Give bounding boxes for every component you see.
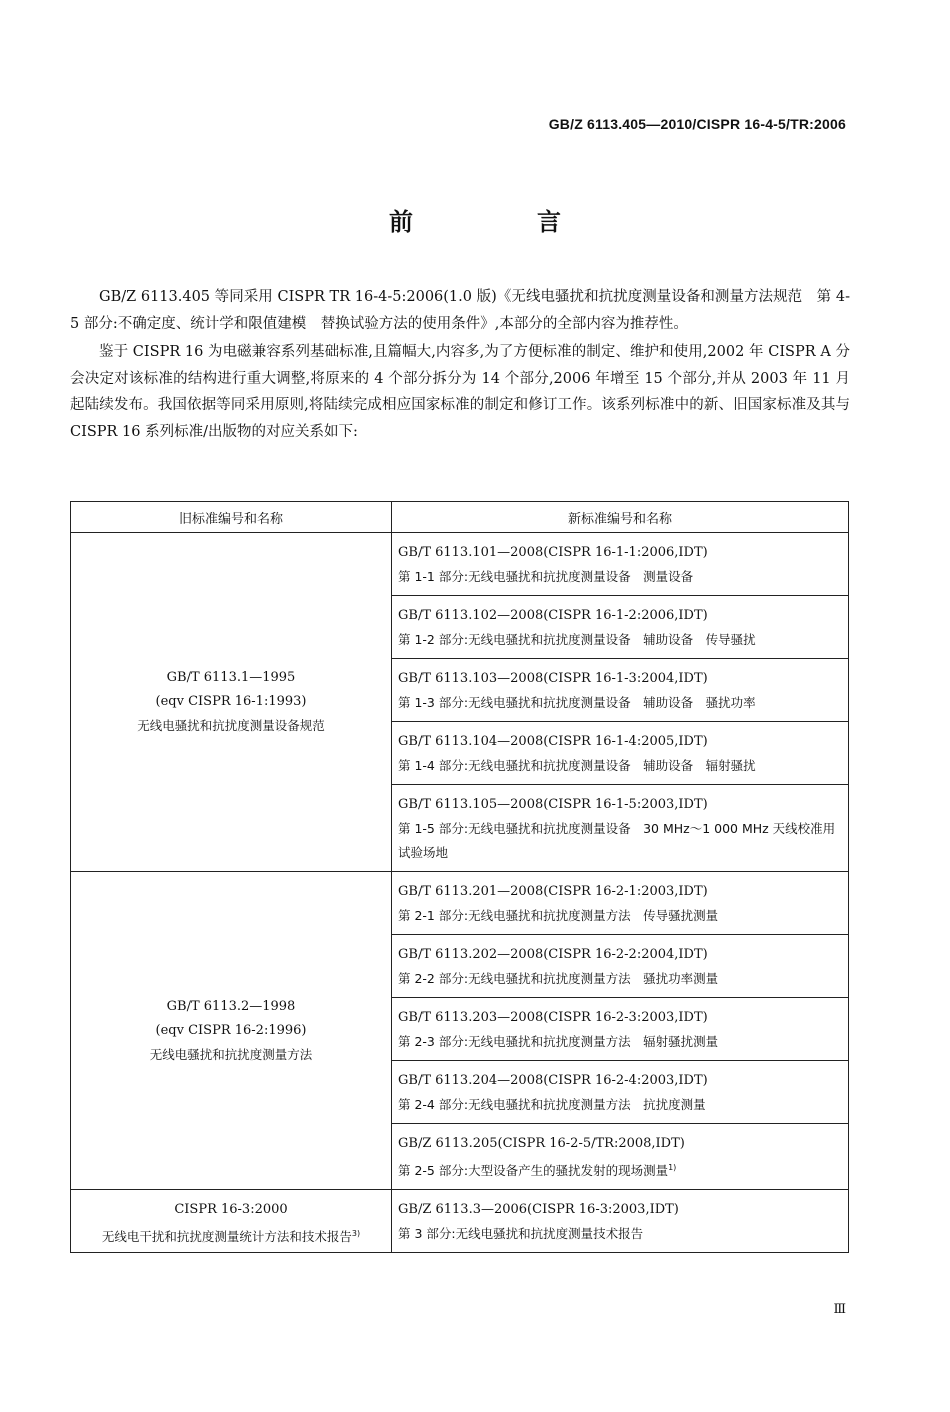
old-standard-cell — [71, 1190, 392, 1253]
old-standard-cell — [71, 872, 392, 1190]
new-standard-header: 新标准编号和名称 — [392, 502, 849, 533]
new-standard-code: GB/T 6113.103—2008(CISPR 16-1-3:2004,IDT) — [398, 671, 708, 686]
page-number: Ⅲ — [833, 1302, 846, 1317]
new-standard-cell — [392, 1190, 849, 1253]
page-title: 前 言 — [389, 208, 611, 236]
new-standard-cell — [392, 1061, 849, 1124]
old-standard-code: GB/T 6113.2—1998 — [166, 998, 296, 1014]
old-standard-header: 旧标准编号和名称 — [71, 502, 392, 533]
paragraph: 鉴于 CISPR 16 为电磁兼容系列基础标准,且篇幅大,内容多,为了方便标准的制定、维护和使用,2002 年 CISPR A 分会决定对该标准的结构进行重大调整,将原来的 4 个部分拆分为 14 个部分,2006 年增至 15 个部分,并从 2003 年 11 月起陆续发布。我国依据等同采用原则,将陆续完成相应国家标准的制定和修订工作。该系列标准中的新、旧国家标准及其与 CISPR 16 系列标准/出版物的对应关系如下: — [70, 344, 850, 440]
new-standard-name: 第 2-5 部分:大型设备产生的骚扰发射的现场测量 — [398, 1163, 669, 1179]
new-standard-name: 第 1-3 部分:无线电骚扰和抗扰度测量设备 辅助设备 骚扰功率 — [398, 695, 756, 710]
new-standard-code: GB/T 6113.102—2008(CISPR 16-1-2:2006,IDT) — [398, 608, 708, 623]
table-row — [71, 533, 849, 596]
new-standard-cell — [392, 935, 849, 998]
table-row — [71, 1190, 849, 1253]
new-standard-name: 第 2-2 部分:无线电骚扰和抗扰度测量方法 骚扰功率测量 — [398, 971, 719, 986]
new-standard-cell — [392, 596, 849, 659]
footnote-mark: 3) — [351, 1229, 361, 1239]
body-text — [70, 284, 850, 445]
old-standard-cell — [71, 533, 392, 872]
old-standard-name: 无线电干扰和抗扰度测量统计方法和技术报告 — [101, 1229, 352, 1245]
table-row — [71, 872, 849, 935]
new-standard-cell — [392, 785, 849, 872]
new-standard-name: 第 2-3 部分:无线电骚扰和抗扰度测量方法 辐射骚扰测量 — [398, 1034, 719, 1049]
new-standard-code: GB/T 6113.104—2008(CISPR 16-1-4:2005,IDT) — [398, 734, 708, 749]
new-standard-cell — [392, 1124, 849, 1190]
new-standard-name: 第 2-4 部分:无线电骚扰和抗扰度测量方法 抗扰度测量 — [398, 1097, 706, 1112]
old-standard-eqv: (eqv CISPR 16-1:1993) — [155, 694, 307, 709]
new-standard-cell — [392, 533, 849, 596]
new-standard-code: GB/T 6113.203—2008(CISPR 16-2-3:2003,IDT) — [398, 1010, 708, 1025]
document-code-header: GB/Z 6113.405—2010/CISPR 16-4-5/TR:2006 — [548, 116, 846, 132]
table-header-row — [71, 502, 849, 533]
old-standard-eqv: (eqv CISPR 16-2:1996) — [155, 1022, 307, 1038]
new-standard-code: GB/T 6113.201—2008(CISPR 16-2-1:2003,IDT) — [398, 884, 708, 899]
old-standard-code: GB/T 6113.1—1995 — [166, 670, 296, 685]
new-standard-name: 第 1-4 部分:无线电骚扰和抗扰度测量设备 辅助设备 辐射骚扰 — [398, 758, 756, 773]
new-standard-code: GB/T 6113.101—2008(CISPR 16-1-1:2006,IDT) — [398, 545, 708, 560]
new-standard-code: GB/T 6113.204—2008(CISPR 16-2-4:2003,IDT) — [398, 1073, 708, 1088]
paragraph: GB/Z 6113.405 等同采用 CISPR TR 16-4-5:2006(1.0 版)《无线电骚扰和抗扰度测量设备和测量方法规范 第 4-5 部分:不确定度、统计学和限值建模 替换试验方法的使用条件》,本部分的全部内容为推荐性。 — [70, 289, 850, 332]
new-standard-code: GB/T 6113.105—2008(CISPR 16-1-5:2003,IDT) — [398, 797, 708, 812]
new-standard-code: GB/Z 6113.3—2006(CISPR 16-3:2003,IDT) — [398, 1202, 679, 1218]
standards-mapping-table — [70, 501, 849, 1253]
new-standard-cell — [392, 998, 849, 1061]
footnote-mark: 1) — [668, 1163, 677, 1172]
new-standard-name: 第 3 部分:无线电骚扰和抗扰度测量技术报告 — [398, 1226, 644, 1242]
new-standard-code: GB/Z 6113.205(CISPR 16-2-5/TR:2008,IDT) — [398, 1136, 685, 1151]
new-standard-name: 第 1-2 部分:无线电骚扰和抗扰度测量设备 辅助设备 传导骚扰 — [398, 632, 756, 647]
old-standard-name-with-note — [72, 1222, 390, 1249]
old-standard-name: 无线电骚扰和抗扰度测量设备规范 — [137, 718, 325, 733]
new-standard-name: 第 1-1 部分:无线电骚扰和抗扰度测量设备 测量设备 — [398, 569, 694, 584]
new-standard-name: 第 2-1 部分:无线电骚扰和抗扰度测量方法 传导骚扰测量 — [398, 908, 719, 923]
new-standard-code: GB/T 6113.202—2008(CISPR 16-2-2:2004,IDT) — [398, 947, 708, 962]
new-standard-cell — [392, 722, 849, 785]
new-standard-cell — [392, 872, 849, 935]
old-standard-name: 无线电骚扰和抗扰度测量方法 — [149, 1046, 313, 1062]
new-standard-name-with-note — [398, 1156, 842, 1183]
new-standard-cell — [392, 659, 849, 722]
old-standard-code: CISPR 16-3:2000 — [174, 1202, 288, 1218]
new-standard-name: 第 1-5 部分:无线电骚扰和抗扰度测量设备 30 MHz～1 000 MHz 天线校准用试验场地 — [398, 821, 836, 860]
